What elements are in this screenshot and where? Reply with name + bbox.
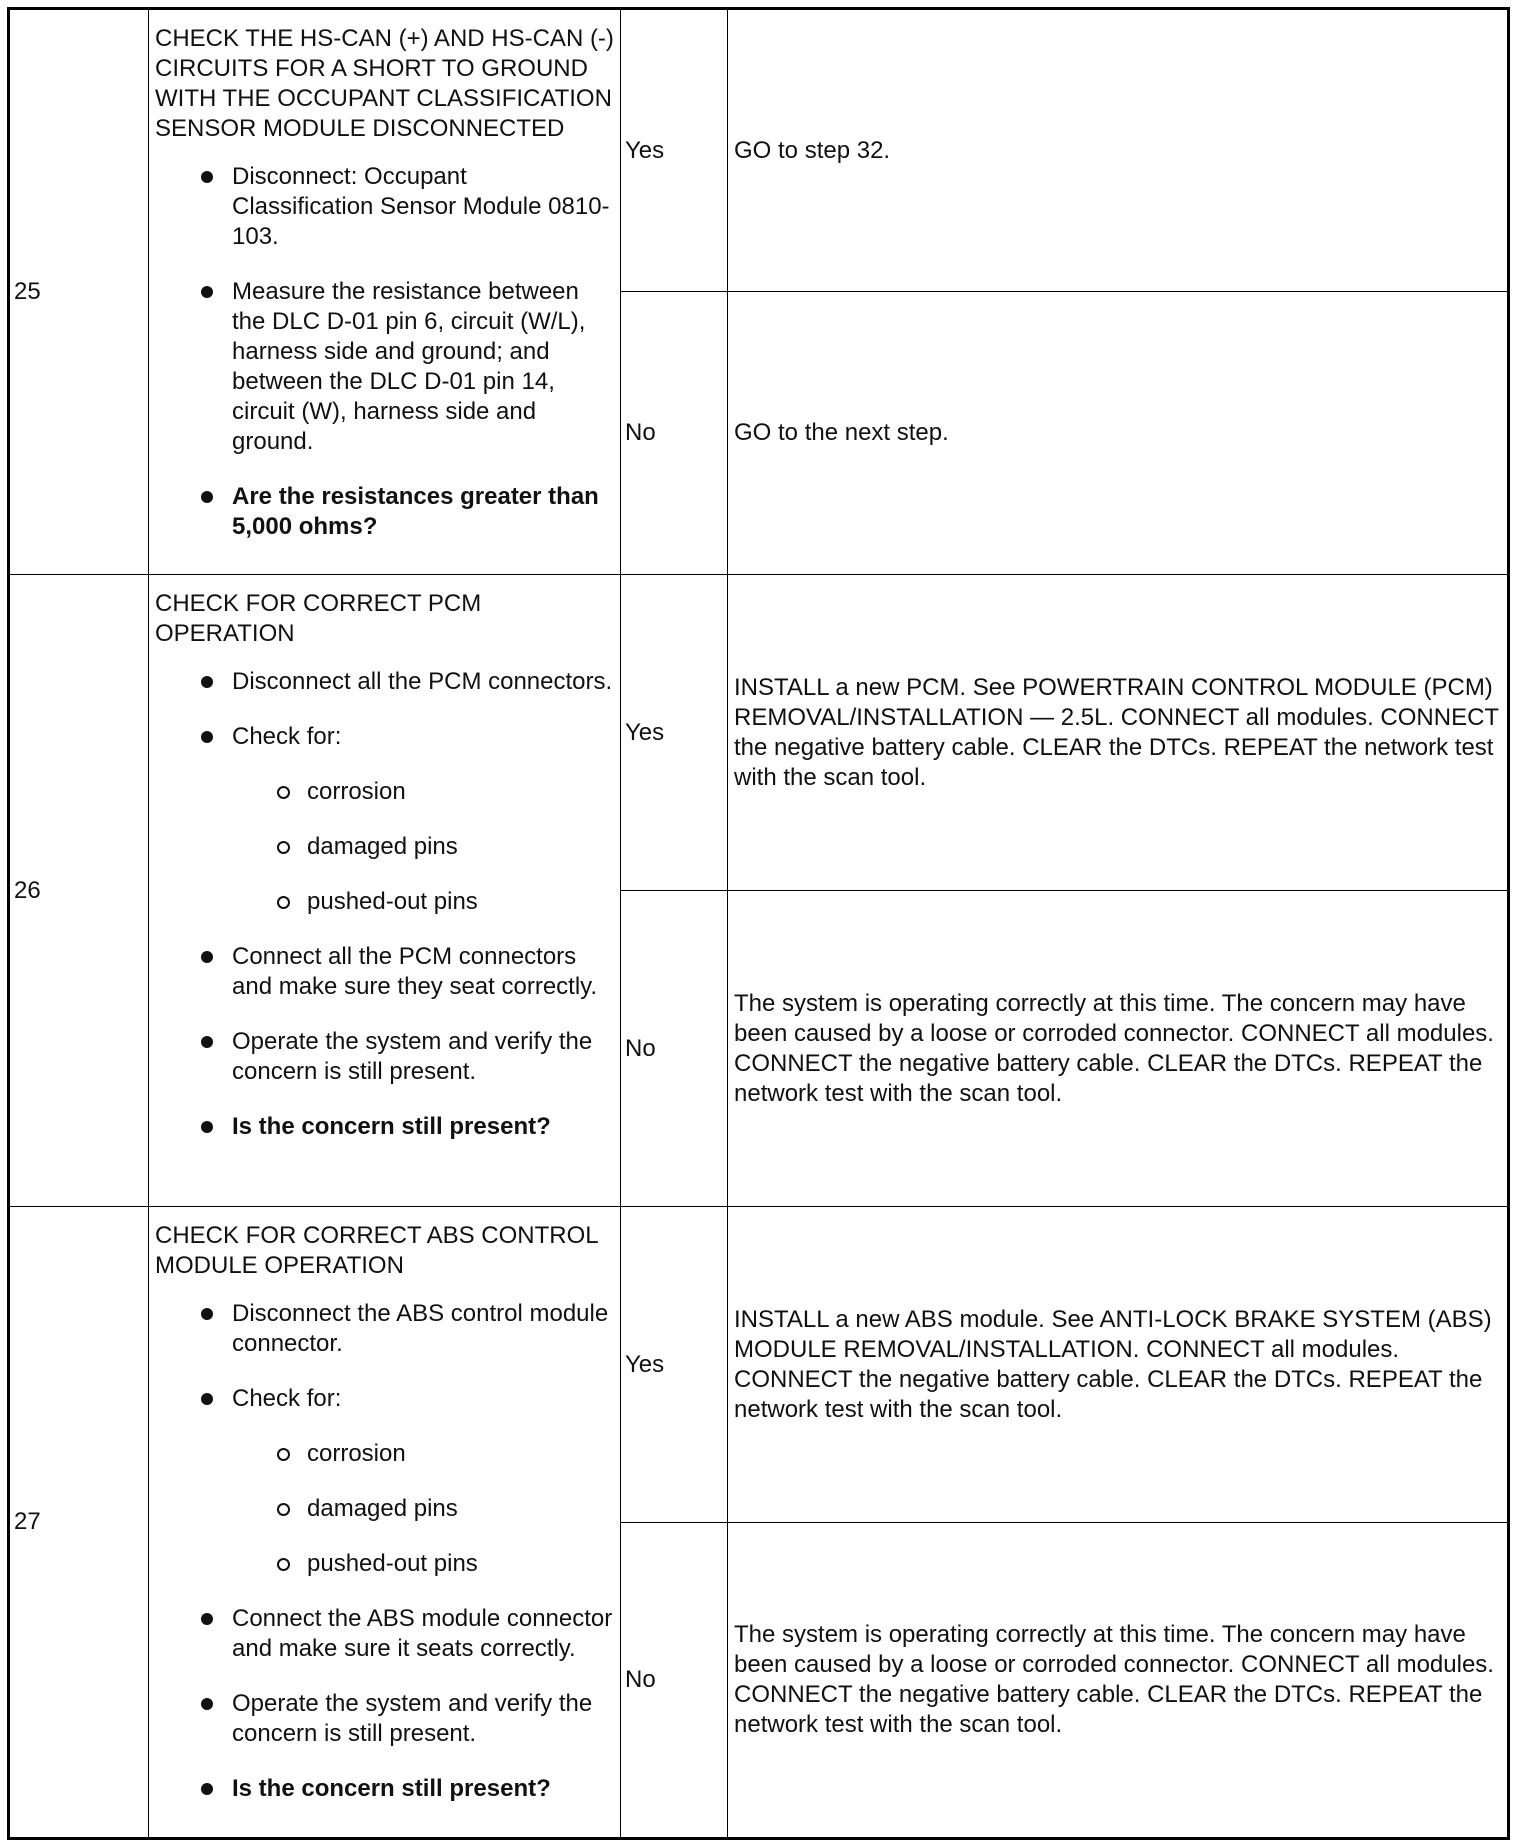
circle-bullet-icon (277, 786, 290, 799)
step-title: CHECK FOR CORRECT ABS CONTROL MODULE OPERATION (155, 1222, 598, 1279)
step-question: Are the resistances greater than 5,000 ohms? (155, 482, 614, 542)
check-item: corrosion (155, 777, 614, 807)
action-item: Measure the resistance between the DLC D-01 pin 6, circuit (W/L), harness side and ground; and between the DLC D-01 pin 14, circuit (W), harness side and ground. (155, 277, 614, 457)
check-item: damaged pins (155, 1494, 614, 1524)
action-item: Operate the system and verify the concern is still present. (155, 1689, 614, 1749)
yes-result: GO to step 32. (728, 9, 1509, 292)
yes-result: INSTALL a new ABS module. See ANTI-LOCK BRAKE SYSTEM (ABS) MODULE REMOVAL/INSTALLATION. CONNECT all modules. CONNECT the negative battery cable. CLEAR the DTCs. REPEAT the network test with the scan tool. (728, 1207, 1509, 1523)
action-item: Disconnect the ABS control module connector. (155, 1299, 614, 1359)
circle-bullet-icon (277, 1503, 290, 1516)
action-item: Check for: corrosion damaged pins pushed-out pins (155, 1384, 614, 1579)
check-item: corrosion (155, 1439, 614, 1469)
action-item: Check for: corrosion damaged pins pushed-out pins (155, 722, 614, 917)
bullet-icon (201, 1121, 213, 1133)
bullet-icon (201, 1613, 213, 1625)
circle-bullet-icon (277, 1558, 290, 1571)
circle-bullet-icon (277, 896, 290, 909)
action-list (155, 667, 614, 1142)
no-result: The system is operating correctly at this time. The concern may have been caused by a loose or corroded connector. CONNECT all modules. CONNECT the negative battery cable. CLEAR the DTCs. REPEAT the network test with the scan tool. (728, 891, 1509, 1207)
step-number: 26 (9, 575, 149, 1207)
diagnostic-steps-table (7, 7, 1510, 1840)
action-item: Connect all the PCM connectors and make sure they seat correctly. (155, 942, 614, 1002)
no-label: No (621, 1523, 728, 1839)
step-action-cell (149, 9, 621, 575)
step-27-yes-row (9, 1207, 1509, 1523)
bullet-icon (201, 1783, 213, 1795)
action-list (155, 1299, 614, 1804)
check-list (155, 777, 614, 917)
bullet-icon (201, 1308, 213, 1320)
bullet-icon (201, 491, 213, 503)
circle-bullet-icon (277, 841, 290, 854)
check-item: pushed-out pins (155, 887, 614, 917)
step-action-cell (149, 575, 621, 1207)
yes-label: Yes (621, 9, 728, 292)
action-list (155, 162, 614, 542)
step-26-yes-row (9, 575, 1509, 891)
step-question: Is the concern still present? (155, 1112, 614, 1142)
no-result: The system is operating correctly at this time. The concern may have been caused by a loose or corroded connector. CONNECT all modules. CONNECT the negative battery cable. CLEAR the DTCs. REPEAT the network test with the scan tool. (728, 1523, 1509, 1839)
bullet-icon (201, 951, 213, 963)
bullet-icon (201, 286, 213, 298)
action-item: Connect the ABS module connector and make sure it seats correctly. (155, 1604, 614, 1664)
bullet-icon (201, 1698, 213, 1710)
action-item: Operate the system and verify the concern is still present. (155, 1027, 614, 1087)
yes-label: Yes (621, 575, 728, 891)
step-title: CHECK FOR CORRECT PCM OPERATION (155, 590, 482, 647)
check-item: pushed-out pins (155, 1549, 614, 1579)
step-number: 27 (9, 1207, 149, 1839)
action-item: Disconnect: Occupant Classification Sensor Module 0810-103. (155, 162, 614, 252)
bullet-icon (201, 171, 213, 183)
no-label: No (621, 292, 728, 575)
no-label: No (621, 891, 728, 1207)
yes-result: INSTALL a new PCM. See POWERTRAIN CONTROL MODULE (PCM) REMOVAL/INSTALLATION — 2.5L. CONNECT all modules. CONNECT the negative battery cable. CLEAR the DTCs. REPEAT the network test with the scan tool. (728, 575, 1509, 891)
check-item: damaged pins (155, 832, 614, 862)
step-title: CHECK THE HS-CAN (+) AND HS-CAN (-) CIRCUITS FOR A SHORT TO GROUND WITH THE OCCUPANT CLASSIFICATION SENSOR MODULE DISCONNECTED (155, 25, 614, 142)
step-number: 25 (9, 9, 149, 575)
step-25-yes-row (9, 9, 1509, 292)
bullet-icon (201, 731, 213, 743)
step-question: Is the concern still present? (155, 1774, 614, 1804)
action-item: Disconnect all the PCM connectors. (155, 667, 614, 697)
check-list (155, 1439, 614, 1579)
bullet-icon (201, 1036, 213, 1048)
bullet-icon (201, 1393, 213, 1405)
no-result: GO to the next step. (728, 292, 1509, 575)
step-action-cell (149, 1207, 621, 1839)
yes-label: Yes (621, 1207, 728, 1523)
bullet-icon (201, 676, 213, 688)
circle-bullet-icon (277, 1448, 290, 1461)
